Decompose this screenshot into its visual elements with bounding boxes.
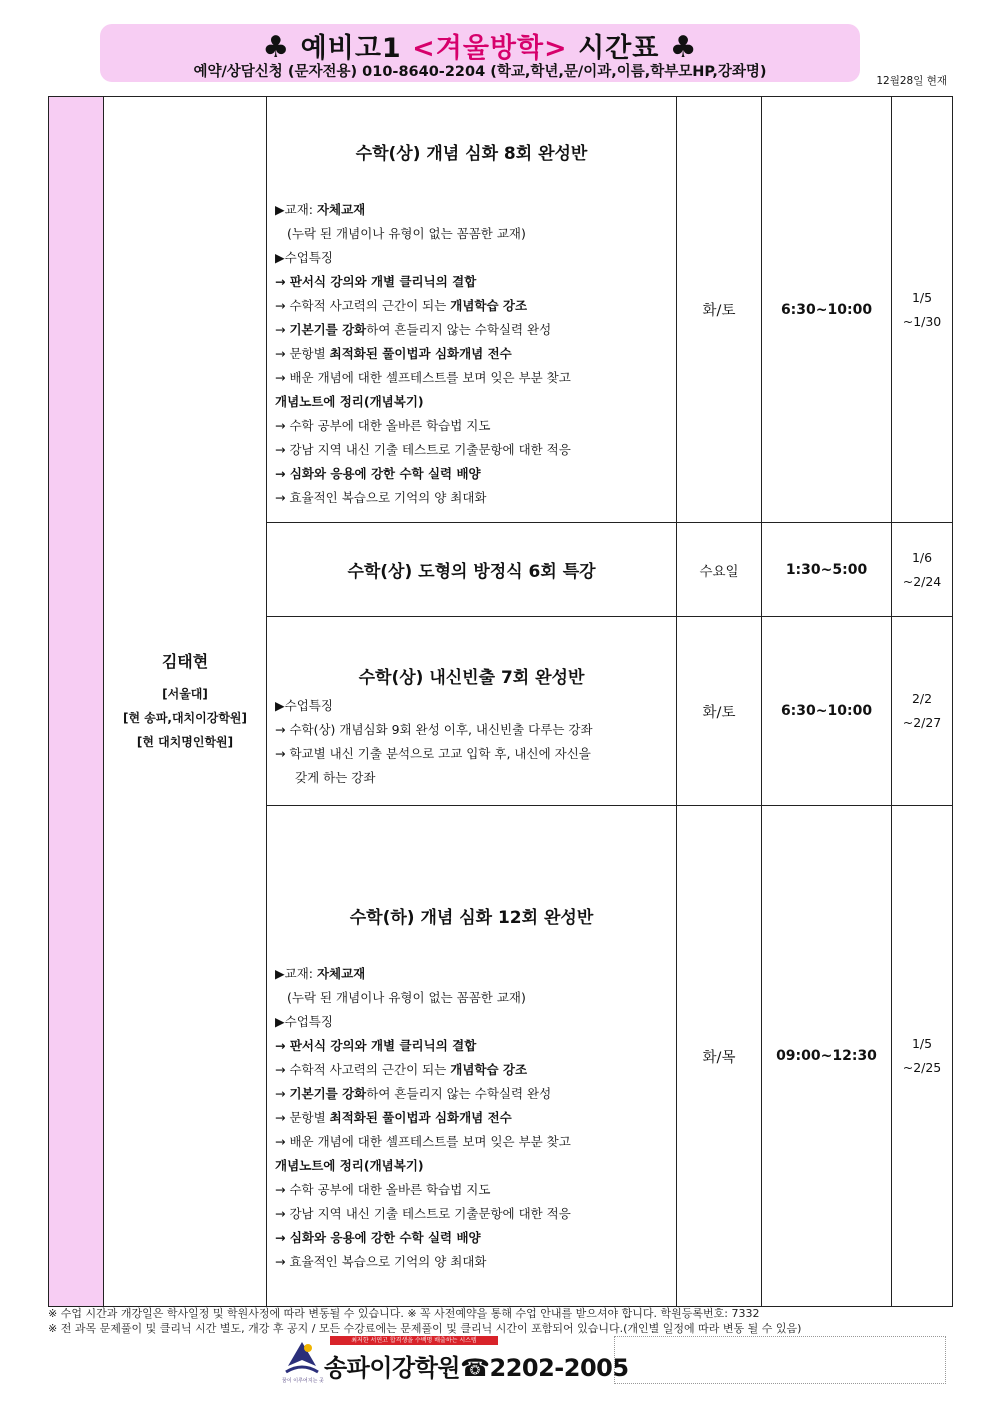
teacher-cell xyxy=(104,97,267,1307)
course-title: 수학(상) 개념 심화 8회 완성반 xyxy=(355,144,588,164)
note-text: → 문항별 xyxy=(275,1109,330,1125)
course-days: 화/토 xyxy=(677,617,762,806)
course-notes xyxy=(275,962,668,1274)
note-line xyxy=(275,1058,668,1082)
note-line: → 배운 개념에 대한 셀프테스트를 보며 잊은 부분 찾고 xyxy=(275,370,571,385)
note-text: 기본기를 강화 xyxy=(289,1085,367,1101)
academy-emblem-icon xyxy=(282,1338,322,1382)
note-line: → 효율적인 복습으로 기억의 양 최대화 xyxy=(275,1253,487,1269)
note-line xyxy=(275,198,668,222)
teacher-school: [서울대] xyxy=(162,687,208,701)
note-line xyxy=(275,342,668,366)
note-text: 자체교재 xyxy=(316,202,366,217)
note-line: (누락 된 개념이나 유형이 없는 꼼꼼한 교재) xyxy=(287,226,526,241)
note-line xyxy=(275,1082,668,1106)
note-line: → 판서식 강의와 개별 클리닉의 결합 xyxy=(275,274,477,289)
club-icon: ♣ xyxy=(669,30,698,65)
note-text: 개념학습 강조 xyxy=(450,1061,528,1077)
note-text: 최적화된 풀이법과 심화개념 전수 xyxy=(329,346,512,361)
academy-name-phone: 송파이강학원☎2202-2005 xyxy=(324,1354,629,1382)
period-end: ~2/27 xyxy=(902,715,942,730)
course-period xyxy=(892,806,953,1307)
course-cell xyxy=(267,97,677,523)
logo-tagline: 꿈이 이루어지는 곳 xyxy=(282,1378,324,1384)
note-line: → 효율적인 복습으로 기억의 양 최대화 xyxy=(275,490,487,505)
note-text: 기본기를 강화 xyxy=(289,322,367,337)
title-accent: <겨울방학> xyxy=(412,33,568,64)
footer-notes xyxy=(48,1306,952,1336)
course-notes xyxy=(275,198,668,510)
note-line: → 수학(상) 개념심화 9회 완성 이후, 내신빈출 다루는 강좌 xyxy=(275,721,593,737)
title-suffix: 시간표 xyxy=(578,33,660,64)
note-line: → 강남 지역 내신 기출 테스트로 기출문항에 대한 적응 xyxy=(275,442,571,457)
course-title: 수학(상) 도형의 방정식 6회 특강 xyxy=(347,562,596,582)
note-text: 하여 흔들리지 않는 수학실력 완성 xyxy=(366,1085,552,1101)
note-line: 개념노트에 정리(개념복기) xyxy=(275,1157,424,1173)
course-title: 수학(하) 개념 심화 12회 완성반 xyxy=(349,907,594,928)
course-time: 6:30~10:00 xyxy=(762,617,892,806)
title-prefix: 예비고1 xyxy=(300,33,402,64)
period-start: 2/2 xyxy=(911,691,933,706)
empty-note-box xyxy=(614,1336,946,1384)
note-line: → 판서식 강의와 개별 클리닉의 결합 xyxy=(275,1037,477,1053)
course-days: 수요일 xyxy=(677,523,762,617)
period-end: ~2/24 xyxy=(902,573,942,589)
course-time: 09:00~12:30 xyxy=(762,806,892,1307)
course-days: 화/목 xyxy=(677,806,762,1307)
note-text: ▶교재: xyxy=(275,965,317,981)
note-line: (누락 된 개념이나 유형이 없는 꼼꼼한 교재) xyxy=(287,989,526,1005)
teacher-academy-2: [현 대치명인학원] xyxy=(136,735,234,749)
academy-logo xyxy=(282,1336,629,1386)
footer-note: ※ 수업 시간과 개강일은 학사일정 및 학원사정에 따라 변동될 수 있습니다. ※ 꼭 사전예약을 통해 수업 안내를 받으셔야 합니다. 학원등록번호: 7332 xyxy=(48,1307,760,1320)
pink-side-column xyxy=(49,97,104,1307)
note-line: → 수학 공부에 대한 올바른 학습법 지도 xyxy=(275,418,491,433)
note-line: → 강남 지역 내신 기출 테스트로 기출문항에 대한 적응 xyxy=(275,1205,571,1221)
footer-note: ※ 전 과목 문제풀이 및 클리닉 시간 별도, 개강 후 공지 / 모든 수강료에는 문제풀이 및 클리닉 시간이 포함되어 있습니다.(개인별 일정에 따라 변동 될 수 있음) xyxy=(48,1322,802,1335)
course-time: 6:30~10:00 xyxy=(762,97,892,523)
note-line xyxy=(275,962,668,986)
note-text: → xyxy=(275,322,290,337)
note-line: → 심화와 응용에 강한 수학 실력 배양 xyxy=(275,1229,481,1245)
period-start: 1/5 xyxy=(911,289,933,305)
note-line: → 심화와 응용에 강한 수학 실력 배양 xyxy=(275,466,481,481)
note-line: → 수학 공부에 대한 올바른 학습법 지도 xyxy=(275,1181,491,1197)
table-row xyxy=(49,97,953,523)
as-of-date: 12월28일 현재 xyxy=(876,75,947,87)
note-line: ▶수업특징 xyxy=(275,1013,333,1029)
note-text: 개념학습 강조 xyxy=(450,298,528,313)
course-period xyxy=(892,617,953,806)
note-text: ▶교재: xyxy=(275,202,317,217)
note-text: → 수학적 사고력의 근간이 되는 xyxy=(275,298,451,313)
course-title: 수학(상) 내신빈출 7회 완성반 xyxy=(358,667,585,688)
note-line xyxy=(275,318,668,342)
course-cell xyxy=(267,806,677,1307)
course-period xyxy=(892,97,953,523)
note-text: → 문항별 xyxy=(275,346,330,361)
course-days: 화/토 xyxy=(677,97,762,523)
course-cell xyxy=(267,523,677,617)
club-icon: ♣ xyxy=(262,30,291,65)
period-start: 1/6 xyxy=(911,549,933,565)
note-line: 갖게 하는 강좌 xyxy=(295,769,376,785)
period-end: ~1/30 xyxy=(902,313,942,329)
note-line: 개념노트에 정리(개념복기) xyxy=(275,394,424,409)
note-line: → 학교별 내신 기출 분석으로 고교 입학 후, 내신에 자신을 xyxy=(275,745,591,761)
course-notes xyxy=(275,694,668,790)
header-banner xyxy=(100,24,860,82)
contact-subtitle: 예약/상담신청 (문자전용) 010-8640-2204 (학교,학년,문/이과,이름,학부모HP,강좌명) xyxy=(193,64,767,80)
period-start: 1/5 xyxy=(911,1036,933,1051)
teacher-name: 김태현 xyxy=(161,652,209,671)
note-line xyxy=(275,1106,668,1130)
period-end: ~2/25 xyxy=(902,1060,942,1075)
note-line: ▶수업특징 xyxy=(275,697,333,713)
schedule-table xyxy=(48,96,953,1307)
note-text: → 수학적 사고력의 근간이 되는 xyxy=(275,1061,451,1077)
note-line: ▶수업특징 xyxy=(275,250,333,265)
note-text: 최적화된 풀이법과 심화개념 전수 xyxy=(329,1109,512,1125)
teacher-academy-1: [현 송파,대치이강학원] xyxy=(122,711,248,725)
logo-banner: 최저한 서연고 합격생을 수백명 배출하는 시스템 xyxy=(330,1336,498,1345)
note-text: 자체교재 xyxy=(316,965,366,981)
note-line: → 배운 개념에 대한 셀프테스트를 보며 잊은 부분 찾고 xyxy=(275,1133,571,1149)
course-cell xyxy=(267,617,677,806)
note-line xyxy=(275,294,668,318)
course-period xyxy=(892,523,953,617)
note-text: → xyxy=(275,1085,290,1101)
course-time: 1:30~5:00 xyxy=(762,523,892,617)
note-text: 하여 흔들리지 않는 수학실력 완성 xyxy=(366,322,552,337)
